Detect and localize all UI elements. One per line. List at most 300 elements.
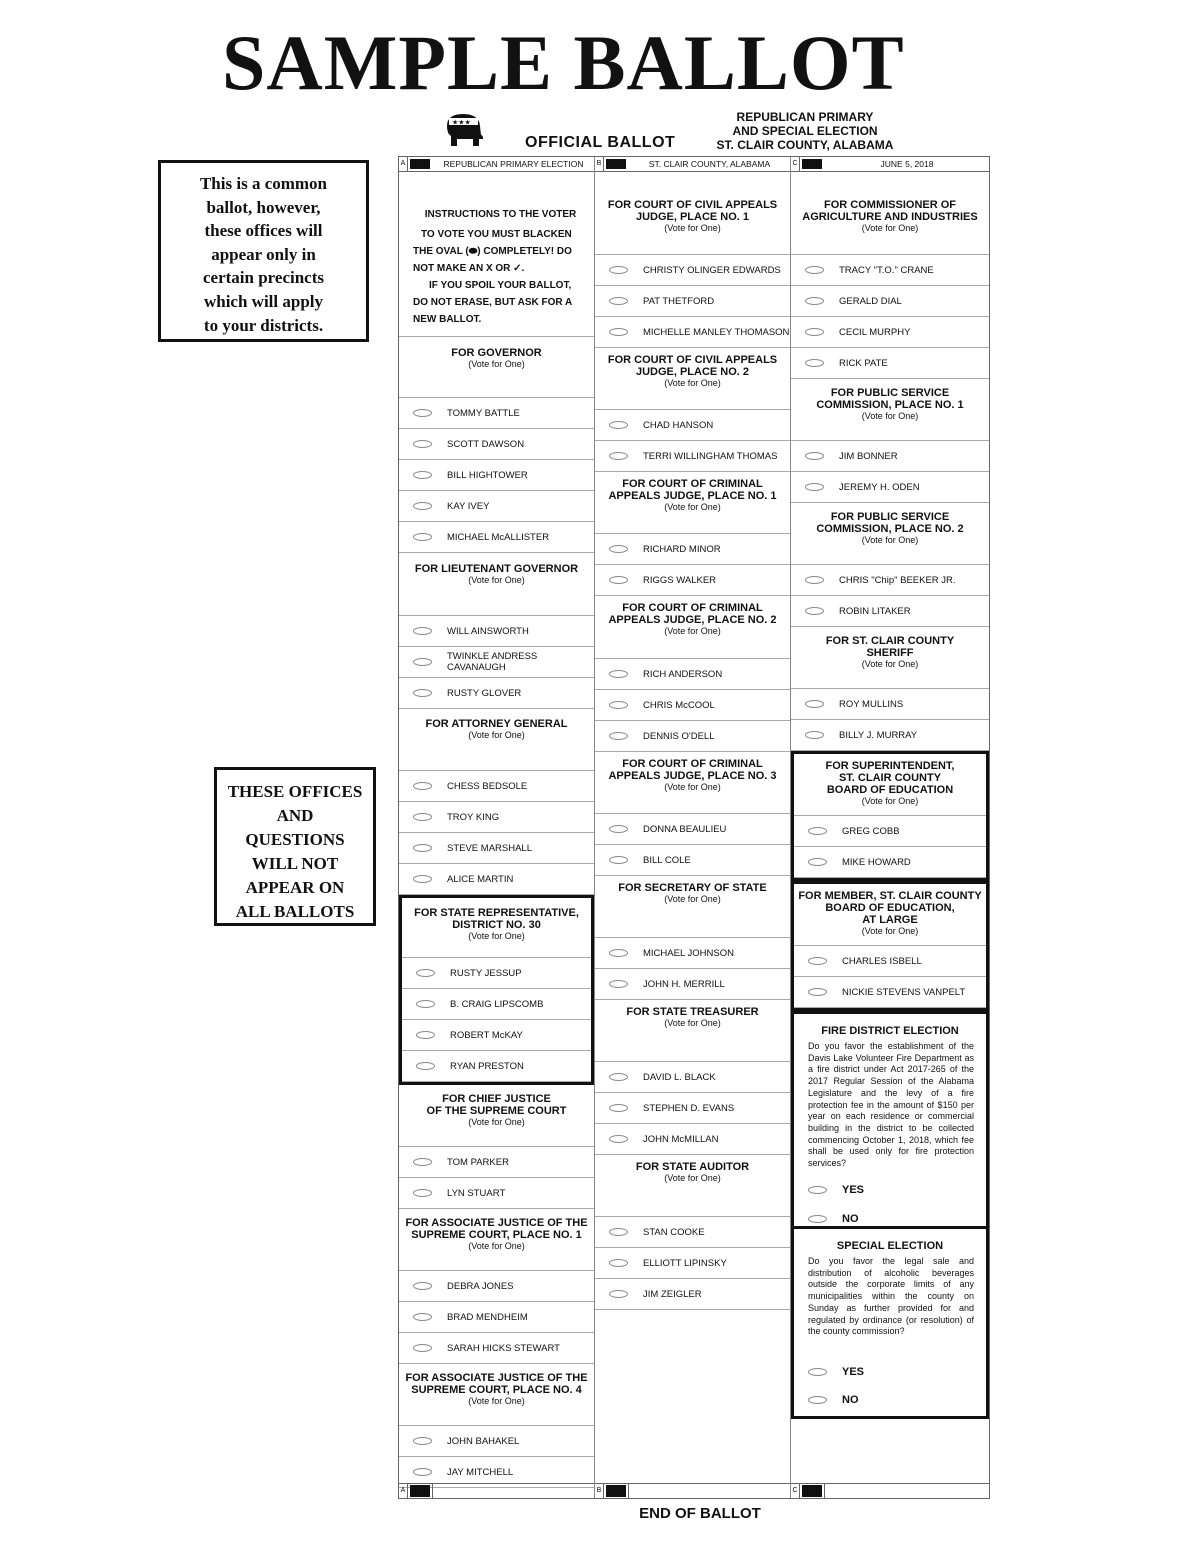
vote-oval[interactable] [808, 957, 827, 965]
candidate-name: STEPHEN D. EVANS [643, 1102, 735, 1114]
question-text: Do you favor the establishment of the Davis Lake Volunteer Fire Department as a fire district under Act 2017-265 of the 2017 Regular Session of the Alabama Legislature and the levy of a fire protection fee in the amount of $150 per year on each residence or commercial building in the district to be collected commencing October 1, 2018, which fee shall be used only for fire protection services? [808, 1041, 974, 1169]
vote-for-one: (Vote for One) [664, 223, 721, 233]
candidate-row[interactable] [399, 864, 594, 895]
column-header [791, 157, 989, 172]
race-title: APPEALS JUDGE, PLACE NO. 2 [608, 614, 777, 626]
candidate-name: RICK PATE [839, 357, 888, 369]
race-group [791, 881, 989, 1011]
instructions-title: INSTRUCTIONS TO THE VOTER [424, 209, 577, 220]
timing-mark [606, 1485, 626, 1497]
candidate-row[interactable] [399, 491, 594, 522]
race-header [595, 1155, 790, 1217]
vote-oval[interactable] [413, 1468, 432, 1476]
vote-oval[interactable] [609, 1228, 628, 1236]
race-group [399, 895, 594, 1085]
vote-oval[interactable] [609, 701, 628, 709]
vote-for-one: (Vote for One) [468, 931, 525, 941]
race-title: SUPREME COURT, PLACE NO. 4 [411, 1384, 582, 1396]
note-line: appear only in [211, 244, 316, 264]
instruction-line: NOT MAKE AN X OR ✓. [413, 263, 525, 274]
candidate-row[interactable] [791, 348, 989, 379]
candidate-name: MICHAEL JOHNSON [643, 947, 734, 959]
candidate-name: ROBIN LITAKER [839, 605, 911, 617]
candidate-name: CHRISTY OLINGER EDWARDS [643, 264, 781, 276]
vote-for-one: (Vote for One) [664, 378, 721, 388]
candidate-name: MICHELLE MANLEY THOMASON [643, 326, 790, 338]
race-header [595, 1000, 790, 1062]
note-line: these offices will [204, 221, 323, 241]
vote-oval[interactable] [808, 858, 827, 866]
vote-oval[interactable] [808, 827, 827, 835]
candidate-name: B. CRAIG LIPSCOMB [450, 998, 544, 1010]
election-info-line: AND SPECIAL ELECTION [732, 124, 878, 138]
ballot-grid [398, 156, 990, 1499]
race-title: SUPREME COURT, PLACE NO. 1 [411, 1229, 582, 1241]
footer-tick [626, 1484, 629, 1498]
candidate-row[interactable] [595, 814, 790, 845]
candidate-row[interactable] [791, 689, 989, 720]
race-header [399, 553, 594, 616]
race-title: COMMISSION, PLACE NO. 1 [816, 399, 964, 411]
vote-for-one: (Vote for One) [664, 782, 721, 792]
vote-oval[interactable] [805, 297, 824, 305]
column-header [399, 157, 594, 172]
answer-label: YES [842, 1365, 865, 1378]
note-line: This is a common [199, 174, 328, 193]
candidate-name: ELLIOTT LIPINSKY [643, 1257, 727, 1269]
candidate-row[interactable] [595, 410, 790, 441]
candidate-row[interactable] [595, 659, 790, 690]
vote-oval[interactable] [805, 731, 824, 739]
candidate-name: TOMMY BATTLE [447, 407, 520, 419]
column-header-text: ST. CLAIR COUNTY, ALABAMA [648, 159, 771, 169]
column-header [595, 157, 790, 172]
race-title: FOR ASSOCIATE JUSTICE OF THE [405, 1217, 588, 1229]
candidate-name: SCOTT DAWSON [447, 438, 525, 450]
candidate-row[interactable] [595, 1217, 790, 1248]
vote-oval[interactable] [413, 875, 432, 883]
race-title: FOR PUBLIC SERVICE [830, 511, 950, 523]
candidate-row[interactable] [399, 1302, 594, 1333]
candidate-row[interactable] [791, 596, 989, 627]
candidate-row[interactable] [595, 286, 790, 317]
race-title: APPEALS JUDGE, PLACE NO. 3 [608, 770, 777, 782]
candidate-row[interactable] [595, 565, 790, 596]
vote-oval[interactable] [805, 576, 824, 584]
race-group [399, 1364, 594, 1488]
candidate-row[interactable] [595, 1248, 790, 1279]
vote-oval[interactable] [413, 1313, 432, 1321]
vote-oval[interactable] [808, 1368, 827, 1376]
candidate-name: MICHAEL McALLISTER [447, 531, 550, 543]
candidate-name: SARAH HICKS STEWART [447, 1342, 560, 1354]
vote-oval[interactable] [416, 1000, 435, 1008]
vote-oval[interactable] [416, 969, 435, 977]
candidate-row[interactable] [791, 317, 989, 348]
candidate-row[interactable] [595, 969, 790, 1000]
vote-oval[interactable] [808, 988, 827, 996]
vote-oval[interactable] [413, 1158, 432, 1166]
race-group [595, 172, 790, 348]
column-header-text: JUNE 5, 2018 [880, 159, 934, 169]
vote-for-one: (Vote for One) [861, 223, 919, 233]
race-title: FOR CHIEF JUSTICE [442, 1093, 551, 1105]
race-group [595, 472, 790, 596]
vote-for-one: (Vote for One) [861, 659, 919, 669]
candidate-name: BRAD MENDHEIM [447, 1311, 528, 1323]
race-title: FOR SECRETARY OF STATE [618, 882, 767, 894]
candidate-name: CHRIS "Chip" BEEKER JR. [839, 574, 956, 586]
race-title: DISTRICT NO. 30 [452, 919, 541, 931]
race-title: FOR COURT OF CRIMINAL [622, 478, 763, 490]
race-title: FOR ATTORNEY GENERAL [425, 718, 568, 730]
race-group [595, 596, 790, 752]
race-title: APPEALS JUDGE, PLACE NO. 1 [608, 490, 777, 502]
candidate-row[interactable] [399, 771, 594, 802]
race-header [399, 1364, 594, 1426]
instruction-line: TO VOTE YOU MUST BLACKEN [421, 229, 572, 240]
vote-oval[interactable] [413, 689, 432, 697]
vote-oval[interactable] [609, 328, 628, 336]
timing-mark [802, 159, 822, 169]
candidate-row[interactable] [595, 441, 790, 472]
vote-oval[interactable] [609, 732, 628, 740]
candidate-row[interactable] [791, 720, 989, 751]
candidate-row[interactable] [399, 833, 594, 864]
question-title: FIRE DISTRICT ELECTION [821, 1025, 959, 1037]
vote-oval[interactable] [609, 452, 628, 460]
race-header [399, 1209, 594, 1271]
answer-option[interactable] [794, 1176, 986, 1205]
candidate-name: TOM PARKER [447, 1156, 509, 1168]
candidate-row[interactable] [595, 690, 790, 721]
race-header [595, 472, 790, 534]
spacer [794, 1344, 986, 1358]
vote-oval[interactable] [609, 545, 628, 553]
candidate-name: RYAN PRESTON [450, 1060, 524, 1072]
instruction-line: IF YOU SPOIL YOUR BALLOT, [429, 280, 572, 291]
column-footer [399, 1483, 594, 1498]
vote-oval[interactable] [805, 607, 824, 615]
voter-instructions [399, 172, 594, 337]
candidate-name: JOHN H. MERRILL [643, 978, 725, 990]
candidate-row[interactable] [595, 938, 790, 969]
vote-oval[interactable] [413, 471, 432, 479]
race-title: FOR COURT OF CIVIL APPEALS [607, 354, 778, 366]
candidate-row[interactable] [402, 1051, 591, 1082]
vote-oval[interactable] [805, 700, 824, 708]
vote-for-one: (Vote for One) [861, 535, 919, 545]
vote-oval[interactable] [609, 297, 628, 305]
vote-oval[interactable] [805, 359, 824, 367]
race-header [791, 172, 989, 255]
instruction-line: DO NOT ERASE, BUT ASK FOR A [413, 297, 573, 308]
candidate-row[interactable] [595, 721, 790, 752]
vote-oval[interactable] [413, 813, 432, 821]
candidate-row[interactable] [595, 1062, 790, 1093]
race-title: FOR COURT OF CRIMINAL [622, 602, 763, 614]
vote-oval[interactable] [413, 627, 432, 635]
column-footer [791, 1483, 989, 1498]
candidate-name: GERALD DIAL [839, 295, 902, 307]
race-title: FOR LIEUTENANT GOVERNOR [414, 563, 579, 575]
vote-oval[interactable] [609, 980, 628, 988]
race-title: SHERIFF [866, 647, 914, 659]
vote-oval[interactable] [805, 483, 824, 491]
candidate-row[interactable] [399, 398, 594, 429]
race-header [595, 596, 790, 659]
candidate-row[interactable] [399, 647, 594, 678]
official-ballot-label: OFFICIAL BALLOT [525, 134, 676, 151]
election-info [700, 110, 910, 152]
timing-mark [410, 1485, 430, 1497]
vote-oval[interactable] [805, 266, 824, 274]
candidate-row[interactable] [595, 534, 790, 565]
vote-oval[interactable] [609, 949, 628, 957]
race-header [399, 709, 594, 771]
vote-oval[interactable] [416, 1062, 435, 1070]
candidate-row[interactable] [595, 845, 790, 876]
vote-oval[interactable] [413, 440, 432, 448]
candidate-row[interactable] [794, 816, 986, 847]
ballot-column-a [399, 157, 595, 1498]
candidate-row[interactable] [399, 1333, 594, 1364]
candidate-name: JAY MITCHELL [447, 1466, 514, 1478]
race-title: FOR COURT OF CRIMINAL [622, 758, 763, 770]
race-group [399, 1085, 594, 1209]
candidate-row[interactable] [399, 1147, 594, 1178]
race-header [402, 898, 591, 958]
race-group [399, 553, 594, 709]
common-ballot-note [158, 160, 369, 342]
race-group [399, 1209, 594, 1364]
vote-for-one: (Vote for One) [861, 926, 919, 936]
vote-oval[interactable] [609, 856, 628, 864]
candidate-row[interactable] [399, 616, 594, 647]
candidate-row[interactable] [399, 1178, 594, 1209]
vote-oval[interactable] [609, 576, 628, 584]
vote-oval[interactable] [805, 328, 824, 336]
candidate-name: JIM BONNER [839, 450, 898, 462]
timing-mark [410, 159, 430, 169]
vote-oval[interactable] [609, 1104, 628, 1112]
vote-oval[interactable] [413, 658, 432, 666]
candidate-row[interactable] [399, 429, 594, 460]
column-letter: C [791, 157, 800, 171]
candidate-name: TROY KING [447, 811, 500, 823]
note-line: ALL BALLOTS [235, 902, 355, 921]
vote-oval[interactable] [413, 782, 432, 790]
republican-elephant-logo [443, 108, 485, 150]
candidate-name: BILLY J. MURRAY [839, 729, 918, 741]
race-title: FOR MEMBER, ST. CLAIR COUNTY [798, 890, 982, 902]
candidate-row[interactable] [791, 472, 989, 503]
race-header [794, 754, 986, 816]
race-group [595, 348, 790, 472]
vote-oval[interactable] [413, 1282, 432, 1290]
vote-oval[interactable] [609, 1073, 628, 1081]
race-title: OF THE SUPREME COURT [426, 1105, 567, 1117]
vote-for-one: (Vote for One) [664, 626, 721, 636]
candidate-name: CHRIS McCOOL [643, 699, 715, 711]
vote-for-one: (Vote for One) [468, 1117, 525, 1127]
candidate-row[interactable] [595, 1279, 790, 1310]
election-info-line: ST. CLAIR COUNTY, ALABAMA [716, 138, 894, 152]
vote-for-one: (Vote for One) [664, 502, 721, 512]
candidate-name: JOHN McMILLAN [643, 1133, 719, 1145]
candidate-name: DENNIS O'DELL [643, 730, 715, 742]
candidate-row[interactable] [399, 522, 594, 553]
candidate-row[interactable] [595, 1093, 790, 1124]
note-line: AND [276, 806, 314, 825]
race-group [399, 709, 594, 895]
vote-oval[interactable] [609, 825, 628, 833]
vote-for-one: (Vote for One) [468, 1241, 525, 1251]
race-group [595, 876, 790, 1000]
candidate-name: DAVID L. BLACK [643, 1071, 716, 1083]
race-title: JUDGE, PLACE NO. 2 [635, 366, 750, 378]
candidate-name: JEREMY H. ODEN [839, 481, 920, 493]
candidate-row[interactable] [794, 847, 986, 878]
column-letter: A [399, 1484, 408, 1498]
candidate-name: TERRI WILLINGHAM THOMAS [643, 450, 778, 462]
vote-for-one: (Vote for One) [468, 359, 525, 369]
note-line: to your districts. [203, 315, 324, 335]
race-group [791, 172, 989, 379]
note-line: THESE OFFICES [227, 782, 363, 801]
candidate-name: BILL COLE [643, 854, 691, 866]
candidate-name: STEVE MARSHALL [447, 842, 532, 854]
race-header [595, 752, 790, 814]
instruction-line: NEW BALLOT. [413, 314, 482, 325]
candidate-row[interactable] [791, 255, 989, 286]
candidate-row[interactable] [794, 946, 986, 977]
candidate-name: DEBRA JONES [447, 1280, 514, 1292]
candidate-row[interactable] [402, 989, 591, 1020]
vote-oval[interactable] [609, 1290, 628, 1298]
vote-oval[interactable] [805, 452, 824, 460]
candidate-row[interactable] [402, 1020, 591, 1051]
vote-oval[interactable] [413, 1437, 432, 1445]
candidate-name: JOHN BAHAKEL [447, 1435, 520, 1447]
race-title: FOR ST. CLAIR COUNTY [825, 635, 955, 647]
answer-option[interactable] [794, 1386, 986, 1414]
vote-oval[interactable] [609, 421, 628, 429]
race-title: JUDGE, PLACE NO. 1 [635, 211, 750, 223]
candidate-name: RUSTY JESSUP [450, 967, 522, 979]
note-line: APPEAR ON [245, 878, 345, 897]
vote-oval[interactable] [808, 1186, 827, 1194]
vote-oval[interactable] [808, 1396, 827, 1404]
vote-oval[interactable] [416, 1031, 435, 1039]
candidate-name: LYN STUART [447, 1187, 506, 1199]
question-title: SPECIAL ELECTION [836, 1240, 944, 1252]
vote-oval[interactable] [413, 1189, 432, 1197]
ballot-column-b [595, 157, 791, 1498]
vote-oval[interactable] [808, 1215, 827, 1223]
note-line: ballot, however, [206, 197, 321, 217]
answer-label: NO [842, 1213, 859, 1226]
offices-note [214, 767, 376, 926]
election-info-line: REPUBLICAN PRIMARY [736, 110, 874, 124]
race-header [791, 627, 989, 689]
candidate-name: RICH ANDERSON [643, 668, 723, 680]
candidate-row[interactable] [402, 958, 591, 989]
ballot-column-c [791, 157, 989, 1498]
candidate-row[interactable] [595, 255, 790, 286]
vote-for-one: (Vote for One) [664, 1018, 721, 1028]
candidate-name: RICHARD MINOR [643, 543, 721, 555]
race-title: AT LARGE [862, 914, 918, 926]
timing-mark [802, 1485, 822, 1497]
candidate-name: CECIL MURPHY [839, 326, 911, 338]
candidate-row[interactable] [399, 460, 594, 491]
vote-oval[interactable] [413, 1344, 432, 1352]
vote-oval[interactable] [413, 533, 432, 541]
vote-oval[interactable] [413, 844, 432, 852]
vote-oval[interactable] [413, 409, 432, 417]
race-header [399, 1085, 594, 1147]
candidate-name: STAN COOKE [643, 1226, 705, 1238]
vote-for-one: (Vote for One) [468, 730, 525, 740]
candidate-name: CHARLES ISBELL [842, 955, 922, 967]
candidate-row[interactable] [399, 678, 594, 709]
vote-oval[interactable] [609, 670, 628, 678]
candidate-name: CHAD HANSON [643, 419, 714, 431]
candidate-row[interactable] [794, 977, 986, 1008]
vote-oval[interactable] [413, 502, 432, 510]
race-title: FOR COMMISSIONER OF [824, 199, 956, 211]
race-title: FOR COURT OF CIVIL APPEALS [607, 199, 778, 211]
candidate-row[interactable] [399, 1426, 594, 1457]
candidate-name: KAY IVEY [447, 500, 490, 512]
answer-option[interactable] [794, 1358, 986, 1386]
race-group [399, 337, 594, 553]
race-header [794, 884, 986, 946]
note-line: QUESTIONS [245, 830, 345, 849]
vote-for-one: (Vote for One) [861, 796, 919, 806]
race-title: FOR STATE TREASURER [626, 1006, 759, 1018]
candidate-name: TRACY "T.O." CRANE [839, 264, 934, 276]
race-title: BOARD OF EDUCATION, [825, 902, 955, 914]
vote-oval[interactable] [609, 1135, 628, 1143]
candidate-name: PAT THETFORD [643, 295, 715, 307]
candidate-row[interactable] [399, 802, 594, 833]
candidate-name: NICKIE STEVENS VANPELT [842, 986, 966, 998]
column-letter: C [791, 1484, 800, 1498]
candidate-row[interactable] [791, 441, 989, 472]
candidate-name: CHESS BEDSOLE [447, 780, 528, 792]
vote-for-one: (Vote for One) [468, 575, 525, 585]
race-title: FOR PUBLIC SERVICE [830, 387, 950, 399]
candidate-row[interactable] [791, 286, 989, 317]
candidate-row[interactable] [791, 565, 989, 596]
race-group [791, 503, 989, 627]
race-title: COMMISSION, PLACE NO. 2 [816, 523, 964, 535]
candidate-row[interactable] [595, 317, 790, 348]
candidate-row[interactable] [595, 1124, 790, 1155]
candidate-name: ROY MULLINS [839, 698, 904, 710]
candidate-row[interactable] [399, 1271, 594, 1302]
column-letter: B [595, 157, 604, 171]
vote-oval[interactable] [609, 1259, 628, 1267]
timing-mark [606, 159, 626, 169]
candidate-name: MIKE HOWARD [842, 856, 911, 868]
candidate-name: ALICE MARTIN [447, 873, 514, 885]
vote-for-one: (Vote for One) [861, 411, 919, 421]
candidate-name: GREG COBB [842, 825, 900, 837]
vote-oval[interactable] [609, 266, 628, 274]
